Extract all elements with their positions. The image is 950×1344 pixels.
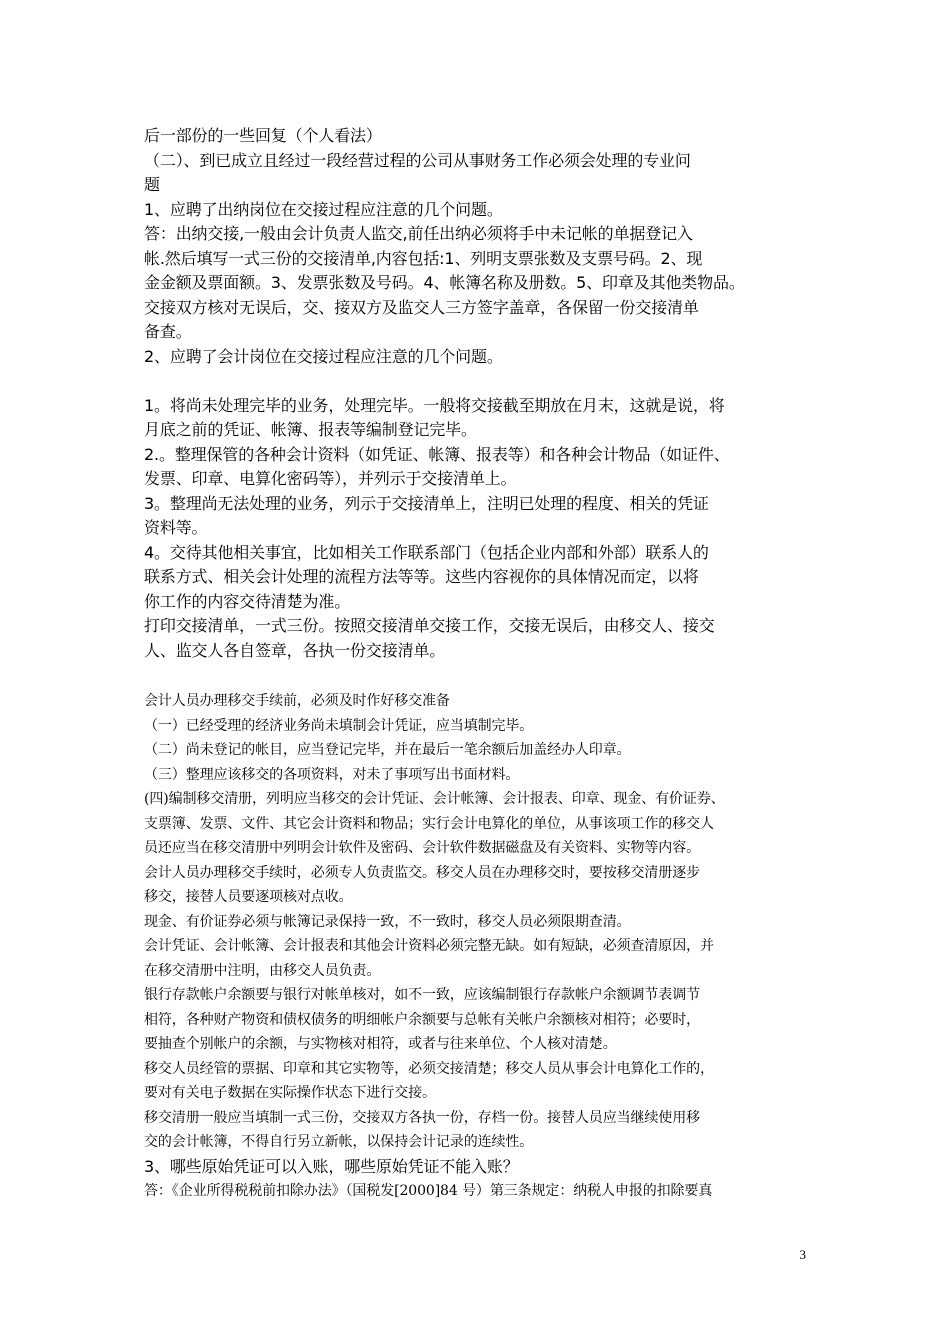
text-line: 你工作的内容交待清楚为准。 bbox=[144, 591, 351, 611]
text-line: 3。整理尚无法处理的业务，列示于交接清单上，注明已处理的程度、相关的凭证 bbox=[144, 493, 709, 513]
text-line: 人、监交人各自签章，各执一份交接清单。 bbox=[144, 640, 446, 660]
blank-line bbox=[144, 369, 816, 394]
question-2: 2、应聘了会计岗位在交接过程应注意的几个问题。 bbox=[144, 346, 503, 366]
section-heading: 后一部份的一些回复（个人看法） bbox=[144, 126, 382, 145]
text-line: 相符，各种财产物资和债权债务的明细帐户余额要与总帐有关帐户余额核对相符；必要时， bbox=[144, 1011, 700, 1028]
text-line: 金金额及票面额。3、发票张数及号码。4、帐簿名称及册数。5、印章及其他类物品。 bbox=[144, 273, 745, 292]
text-line: 交的会计帐簿，不得自行另立新帐，以保持会计记录的连续性。 bbox=[144, 1134, 534, 1150]
text-line: (四)编制移交清册，列明应当移交的会计凭证、会计帐簿、会计报表、印章、现金、有价证券、 bbox=[144, 791, 725, 807]
section-original-vouchers bbox=[144, 1155, 816, 1180]
text-line: 答：出纳交接,一般由会计负责人监交,前任出纳必须将手中未记帐的单据登记入 bbox=[144, 224, 693, 243]
text-line: 打印交接清单，一式三份。按照交接清单交接工作，交接无误后，由移交人、接交 bbox=[144, 616, 715, 635]
text-line: （三）整理应该移交的各项资料，对未了事项写出书面材料。 bbox=[144, 766, 520, 783]
section-accounting-handover-steps bbox=[144, 394, 816, 664]
section-original-vouchers-answer bbox=[144, 1179, 816, 1204]
text-line: 员还应当在移交清册中列明会计软件及密码、会计软件数据磁盘及有关资料、实物等内容。 bbox=[144, 840, 700, 856]
text-line: 会计人员办理移交手续时，必须专人负责监交。移交人员在办理移交时，要按移交清册逐步 bbox=[144, 864, 700, 881]
text-line: 移交人员经管的票据、印章和其它实物等，必须交接清楚；移交人员从事会计电算化工作的， bbox=[144, 1060, 714, 1077]
text-line: 联系方式、相关会计处理的流程方法等等。这些内容视你的具体情况而定，以将 bbox=[144, 567, 699, 586]
text-line: （二）尚未登记的帐目，应当登记完毕，并在最后一笔余额后加盖经办人印章。 bbox=[144, 742, 631, 758]
text-line: 会计人员办理移交手续前，必须及时作好移交准备 bbox=[144, 693, 450, 709]
text-line: 银行存款帐户余额要与银行对帐单核对，如不一致，应该编制银行存款帐户余额调节表调节 bbox=[144, 987, 700, 1003]
section-handover-intro bbox=[144, 124, 816, 369]
text-line: 4。交待其他相关事宜，比如相关工作联系部门（包括企业内部和外部）联系人的 bbox=[144, 542, 709, 562]
text-line: 会计凭证、会计帐簿、会计报表和其他会计资料必须完整无缺。如有短缺，必须查清原因，并 bbox=[144, 938, 714, 954]
page-number: 3 bbox=[799, 1247, 806, 1262]
text-line: 交接双方核对无误后，交、接双方及监交人三方签字盖章，各保留一份交接清单 bbox=[144, 297, 699, 317]
text-line: 备查。 bbox=[144, 322, 192, 341]
text-line: 移交清册一般应当填制一式三份，交接双方各执一份，存档一份。接替人员应当继续使用移 bbox=[144, 1109, 700, 1126]
section-transfer-preparation bbox=[144, 689, 816, 1155]
section-title: （二）、到已成立且经过一段经营过程的公司从事财务工作必须会处理的专业问 bbox=[144, 150, 691, 170]
text-line: （一）已经受理的经济业务尚未填制会计凭证，应当填制完毕。 bbox=[144, 717, 534, 734]
text-line: 月底之前的凭证、帐簿、报表等编制登记完毕。 bbox=[144, 420, 477, 439]
text-line: 答：《企业所得税税前扣除办法》（国税发[2000]84 号）第三条规定：纳税人申报的扣除要真 bbox=[144, 1183, 713, 1199]
question-1: 1、应聘了出纳岗位在交接过程应注意的几个问题。 bbox=[144, 199, 503, 219]
text-line: 题 bbox=[144, 175, 160, 194]
blank-line bbox=[144, 663, 816, 689]
text-line: 支票簿、发票、文件、其它会计资料和物品；实行会计电算化的单位，从事该项工作的移交人 bbox=[144, 815, 714, 832]
text-line: 资料等。 bbox=[144, 518, 208, 537]
text-line: 1。将尚未处理完毕的业务，处理完毕。一般将交接截至期放在月末，这就是说，将 bbox=[144, 395, 725, 415]
question-3: 3、哪些原始凭证可以入账，哪些原始凭证不能入账？ bbox=[144, 1156, 519, 1176]
text-line: 要对有关电子数据在实际操作状态下进行交接。 bbox=[144, 1085, 436, 1101]
text-line: 发票、印章、电算化密码等），并列示于交接清单上。 bbox=[144, 469, 517, 488]
text-line: 2.。整理保管的各种会计资料（如凭证、帐簿、报表等）和各种会计物品（如证件、 bbox=[144, 444, 730, 464]
text-line: 在移交清册中注明，由移交人员负责。 bbox=[144, 962, 381, 979]
text-line: 帐.然后填写一式三份的交接清单,内容包括:1、列明支票张数及支票号码。2、现 bbox=[144, 248, 703, 268]
text-line: 移交，接替人员要逐项核对点收。 bbox=[144, 889, 353, 905]
document-body bbox=[144, 124, 816, 1204]
text-line: 现金、有价证券必须与帐簿记录保持一致，不一致时，移交人员必须限期查清。 bbox=[144, 913, 631, 930]
text-line: 要抽查个别帐户的余额，与实物核对相符，或者与往来单位、个人核对清楚。 bbox=[144, 1036, 617, 1052]
